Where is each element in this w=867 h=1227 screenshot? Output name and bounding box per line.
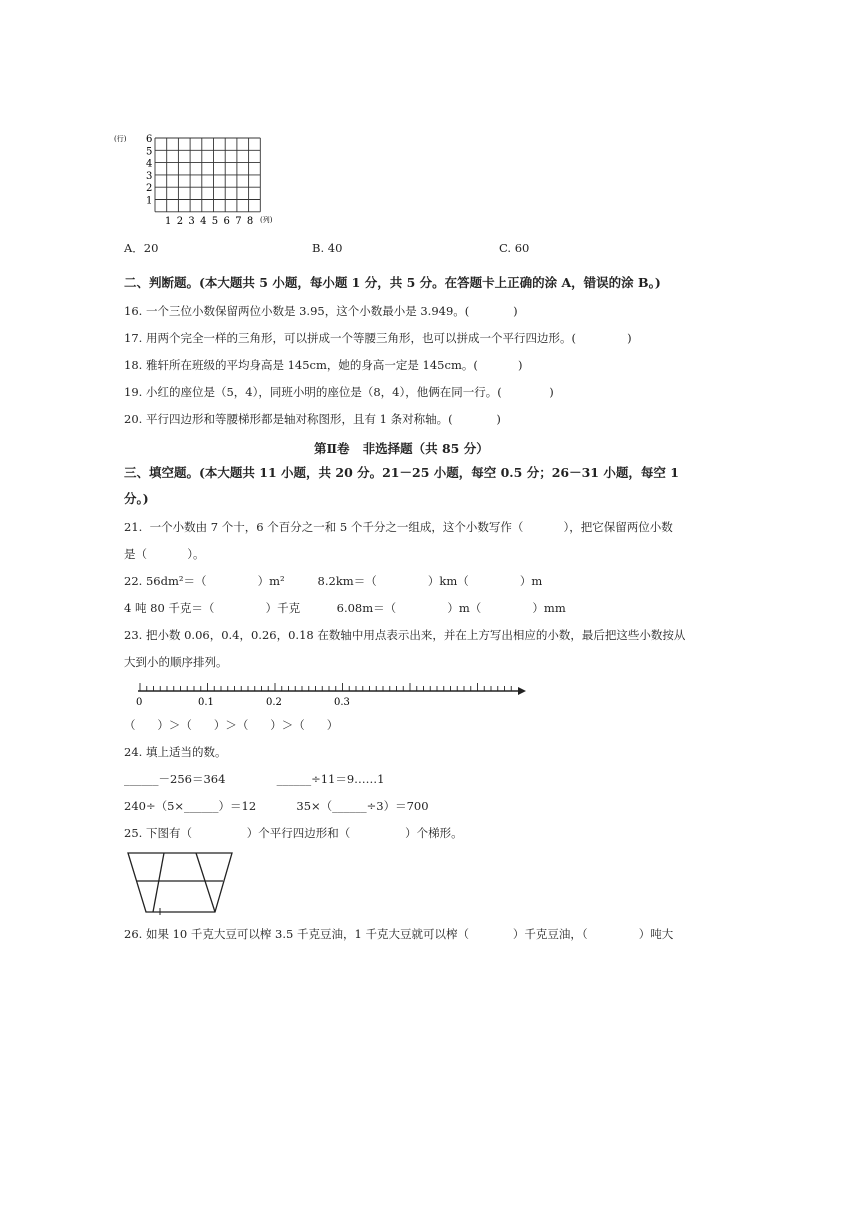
- question-21-line-2: 是（ ）。: [124, 547, 205, 561]
- question-23-line-2: 大到小的顺序排列。: [124, 655, 228, 669]
- question-20: 20. 平行四边形和等腰梯形都是轴对称图形，且有 1 条对称轴。( ): [124, 412, 501, 426]
- section3-heading-1: 三、填空题。(本大题共 11 小题，共 20 分。21－25 小题，每空 0.5 分；26－31 小题，每空 1: [124, 465, 679, 480]
- grid-row-labels: [146, 134, 152, 207]
- grid-col-label: 1: [165, 216, 172, 227]
- part2-title: 第Ⅱ卷 非选择题（共 85 分）: [314, 441, 489, 456]
- right-slant-line: [196, 853, 215, 912]
- question-25: 25. 下图有（ ）个平行四边形和（ ）个梯形。: [124, 826, 463, 840]
- grid-row-label: 1: [146, 195, 153, 207]
- grid-row-label: 4: [146, 158, 153, 170]
- grid-col-label: 6: [223, 216, 230, 227]
- question-24-title: 24. 填上适当的数。: [124, 745, 227, 759]
- section2-heading: 二、判断题。(本大题共 5 小题，每小题 1 分，共 5 分。在答题卡上正确的涂 A，错误的涂 B。): [124, 275, 661, 290]
- grid-col-label: 4: [200, 216, 207, 227]
- number-line: [130, 680, 530, 710]
- grid-col-label: 7: [235, 216, 242, 227]
- grid-row-label: 3: [146, 170, 153, 182]
- grid-row-label: 2: [146, 183, 153, 195]
- question-24-line-2: 240÷（5×______）＝12 35×（______÷3）＝700: [124, 799, 429, 813]
- question-18: 18. 雅轩所在班级的平均身高是 145cm，她的身高一定是 145cm。( ): [124, 358, 523, 372]
- number-line-label-2: 0.2: [266, 697, 282, 708]
- option-b: B. 40: [312, 241, 343, 255]
- question-19: 19. 小红的座位是（5，4），同班小明的座位是（8，4），他俩在同一行。( ): [124, 385, 554, 399]
- grid-row-label: 5: [146, 146, 153, 158]
- grid-col-label: 3: [188, 216, 195, 227]
- grid-col-label: 5: [211, 216, 219, 227]
- coordinate-grid-figure: [110, 130, 290, 230]
- row-unit-label: (行): [114, 135, 127, 143]
- question-16: 16. 一个三位小数保留两位小数是 3.95，这个小数最小是 3.949。( ): [124, 304, 518, 318]
- question-26: 26. 如果 10 千克大豆可以榨 3.5 千克豆油，1 千克大豆就可以榨（ ）千克豆油，（ ）吨大: [124, 927, 674, 941]
- question-22-line-2: 4 吨 80 千克＝（ ）千克 6.08m＝（ ）m（ ）mm: [124, 601, 566, 615]
- option-c: C. 60: [499, 241, 530, 255]
- question-24-line-1: ______－256＝364 ______÷11＝9……1: [124, 772, 385, 786]
- number-line-ticks: [140, 683, 511, 691]
- number-line-arrow: [518, 687, 526, 695]
- grid-lines: [155, 138, 260, 212]
- question-21-line-1: 21. 一个小数由 7 个十，6 个百分之一和 5 个千分之一组成，这个小数写作（ ），把它保留两位小数: [124, 520, 673, 534]
- outer-trapezoid: [128, 853, 232, 912]
- grid-col-labels: [165, 216, 253, 227]
- order-blanks: （ ）＞（ ）＞（ ）＞（ ）: [124, 718, 339, 732]
- trapezoid-figure: [124, 848, 239, 918]
- grid-row-label: 6: [146, 134, 153, 145]
- number-line-label-3: 0.3: [334, 697, 350, 708]
- option-a: A．20: [124, 241, 159, 255]
- question-22-line-1: 22. 56dm²＝（ ）m² 8.2km＝（ ）km（ ）m: [124, 574, 543, 588]
- col-unit-label: (列): [260, 216, 273, 224]
- section3-heading-2: 分。): [124, 491, 149, 506]
- number-line-label-0: 0: [136, 697, 143, 708]
- number-line-label-1: 0.1: [198, 697, 214, 708]
- question-17: 17. 用两个完全一样的三角形，可以拼成一个等腰三角形，也可以拼成一个平行四边形。( ): [124, 331, 632, 345]
- question-23-line-1: 23. 把小数 0.06，0.4，0.26，0.18 在数轴中用点表示出来，并在上方写出相应的小数，最后把这些小数按从: [124, 628, 686, 642]
- grid-col-label: 2: [176, 216, 184, 227]
- grid-col-label: 8: [246, 216, 254, 227]
- left-slant-line: [153, 853, 164, 912]
